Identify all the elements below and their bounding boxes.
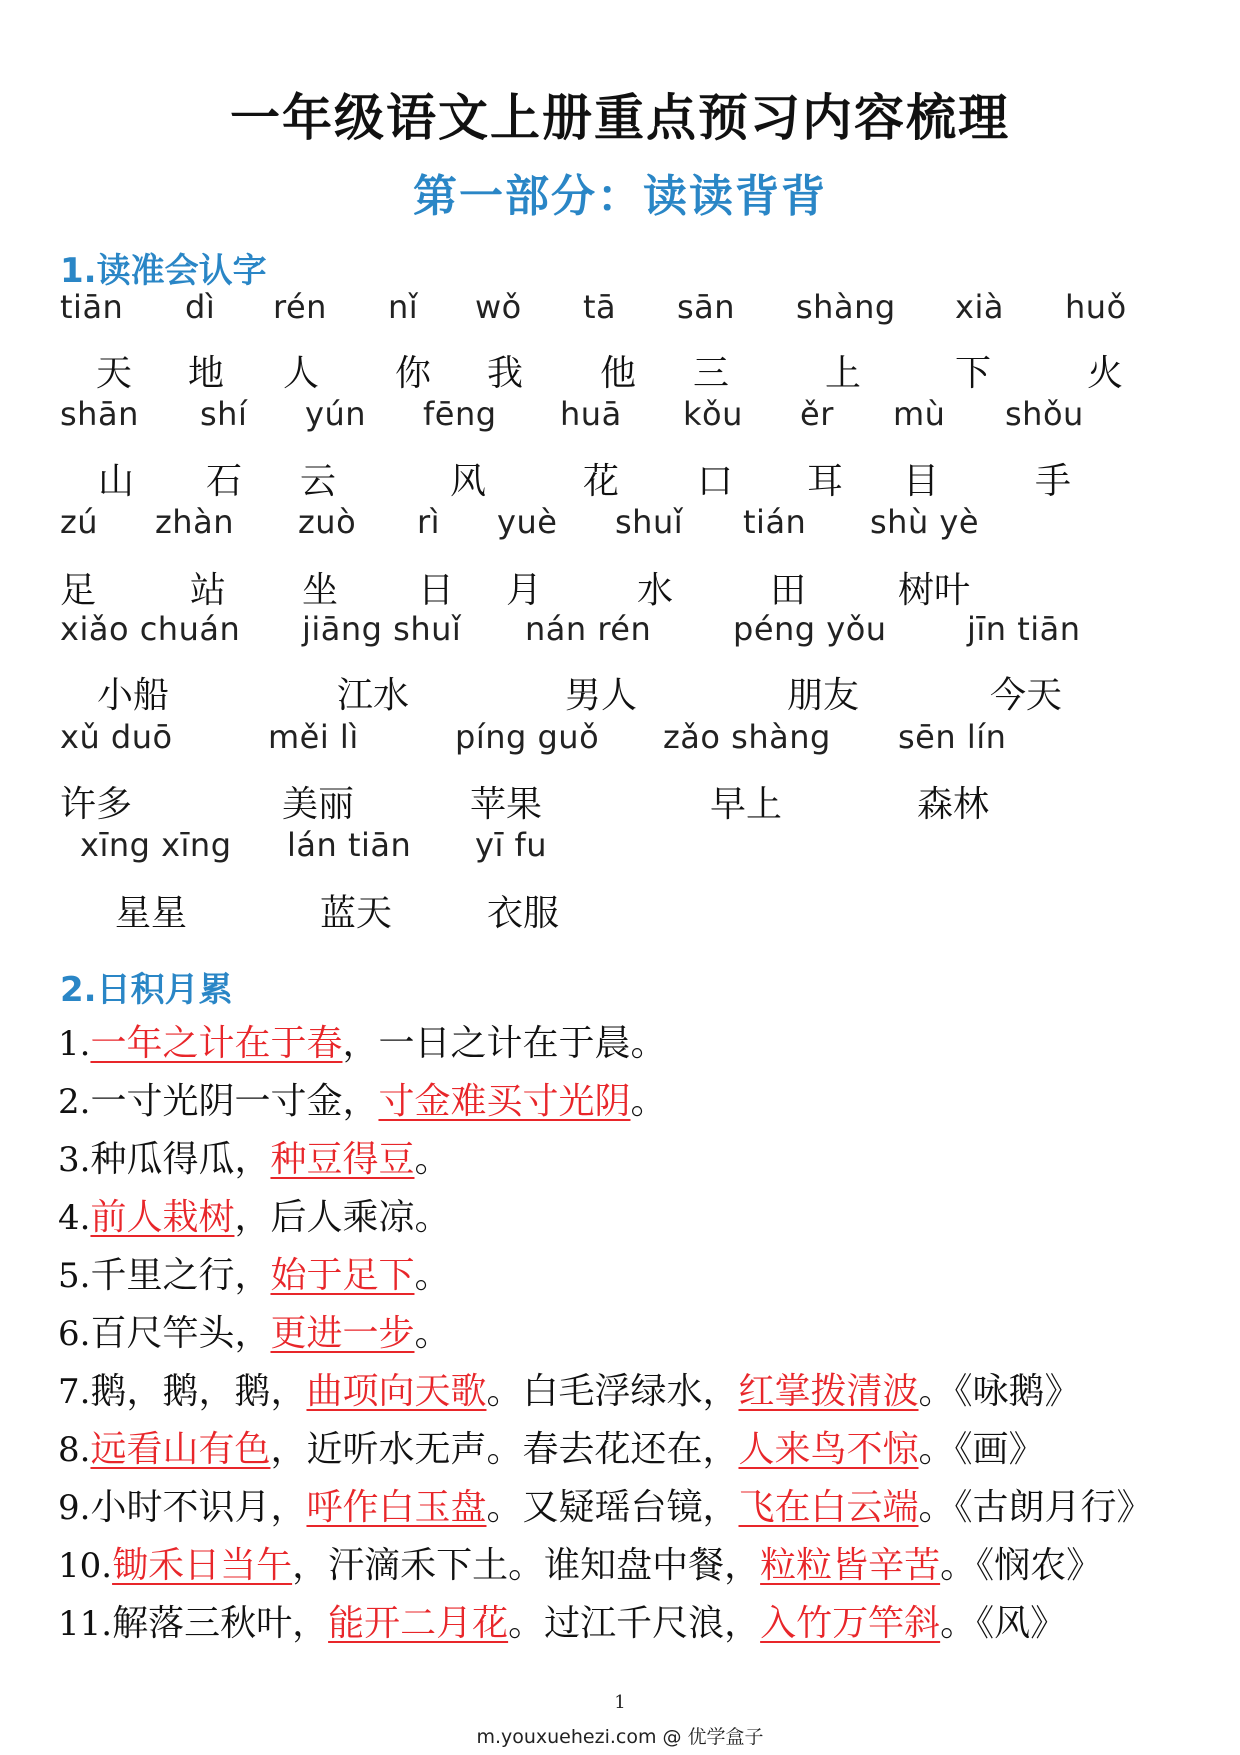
character-label: 花 — [583, 461, 620, 502]
pinyin-label: tā — [583, 288, 617, 326]
character-label: 森林 — [917, 784, 990, 825]
character-label: 小船 — [97, 675, 170, 716]
pinyin-label: zhàn — [155, 503, 234, 541]
answer-highlight: 种豆得豆 — [270, 1139, 415, 1180]
poem-number: 7. — [58, 1372, 91, 1412]
character-label: 口 — [697, 461, 734, 502]
poem-line — [58, 1073, 1218, 1131]
pinyin-label: ěr — [800, 395, 834, 433]
poem-line — [58, 1131, 1218, 1189]
character-label: 火 — [1087, 353, 1124, 394]
character-label: 蓝天 — [320, 893, 393, 934]
poem-text: ，后人乘凉。 — [234, 1197, 451, 1238]
poem-number: 8. — [58, 1430, 91, 1470]
character-label: 三 — [693, 353, 730, 394]
pinyin-label: shàng — [796, 288, 896, 326]
answer-highlight: 前人栽树 — [90, 1197, 235, 1238]
character-label: 今天 — [990, 675, 1063, 716]
character-label: 水 — [637, 570, 674, 611]
character-label: 朋友 — [787, 675, 860, 716]
pinyin-label: wǒ — [475, 288, 522, 326]
answer-highlight: 红掌拨清波 — [738, 1371, 919, 1412]
pinyin-label: píng guǒ — [455, 718, 600, 756]
poem-text: 鹅，鹅，鹅， — [90, 1371, 307, 1412]
character-label: 耳 — [807, 461, 844, 502]
character-label: 衣服 — [487, 893, 560, 934]
character-label: 星星 — [115, 893, 188, 934]
pinyin-label: sēn lín — [898, 718, 1007, 756]
character-label: 人 — [283, 353, 320, 394]
answer-highlight: 粒粒皆辛苦 — [760, 1545, 941, 1586]
character-label: 树叶 — [898, 570, 971, 611]
answer-highlight: 能开二月花 — [328, 1603, 509, 1644]
poem-text: 种瓜得瓜， — [90, 1139, 271, 1180]
character-label: 早上 — [710, 784, 783, 825]
character-label: 山 — [98, 461, 135, 502]
answer-highlight: 飞在白云端 — [738, 1487, 919, 1528]
poem-line — [58, 1189, 1218, 1247]
pinyin-label: yuè — [497, 503, 558, 541]
poem-text: 。《古朗月行》 — [918, 1487, 1153, 1528]
character-label: 男人 — [565, 675, 638, 716]
footer-source: m.youxuehezi.com @ 优学盒子 — [476, 1726, 764, 1748]
poem-text: 千里之行， — [90, 1255, 271, 1296]
poem-text: 。白毛浮绿水， — [486, 1371, 739, 1412]
section-heading-daily-accumulation: 2.日积月累 — [60, 970, 233, 1010]
poem-text: 。《悯农》 — [940, 1545, 1103, 1586]
section-heading-recognize-characters: 1.读准会认字 — [60, 251, 267, 291]
poem-text: 。过江千尺浪， — [508, 1603, 761, 1644]
pinyin-label: péng yǒu — [733, 610, 887, 648]
pinyin-label: tiān — [60, 288, 124, 326]
character-label: 风 — [450, 461, 487, 502]
character-label: 石 — [206, 461, 243, 502]
poem-number: 3. — [58, 1140, 91, 1180]
poem-text: 小时不识月， — [90, 1487, 307, 1528]
character-label: 站 — [190, 570, 227, 611]
character-label: 田 — [770, 570, 807, 611]
pinyin-label: nán rén — [525, 610, 652, 648]
pinyin-label: huā — [560, 395, 622, 433]
answer-highlight: 曲项向天歌 — [306, 1371, 487, 1412]
poem-text: 。 — [414, 1255, 451, 1296]
pinyin-label: sān — [677, 288, 736, 326]
pinyin-label: yī fu — [475, 826, 548, 864]
answer-highlight: 远看山有色 — [90, 1429, 271, 1470]
character-label: 手 — [1035, 461, 1072, 502]
poem-number: 5. — [58, 1256, 91, 1296]
pinyin-label: rén — [273, 288, 327, 326]
character-label: 他 — [600, 353, 637, 394]
pinyin-label: xiǎo chuán — [60, 610, 241, 648]
pinyin-label: shuǐ — [615, 503, 684, 541]
pinyin-label: rì — [417, 503, 441, 541]
pinyin-label: zuò — [298, 503, 357, 541]
poem-text: 。 — [414, 1313, 451, 1354]
pinyin-label: yún — [305, 395, 366, 433]
answer-highlight: 寸金难买寸光阴 — [378, 1081, 631, 1122]
poem-line — [58, 1247, 1218, 1305]
poem-line — [58, 1479, 1218, 1537]
poem-text: 。又疑瑶台镜， — [486, 1487, 739, 1528]
poem-text: 百尺竿头， — [90, 1313, 271, 1354]
poem-text: 。《风》 — [940, 1603, 1067, 1644]
poem-text: 一寸光阴一寸金， — [90, 1081, 379, 1122]
character-label: 坐 — [302, 570, 339, 611]
page-number: 1 — [614, 1692, 626, 1713]
character-label: 你 — [395, 353, 432, 394]
pinyin-label: xǔ duō — [60, 718, 173, 756]
character-label: 天 — [96, 353, 133, 394]
character-label: 日 — [418, 570, 455, 611]
pinyin-label: xià — [955, 288, 1004, 326]
poem-line — [58, 1595, 1218, 1653]
answer-highlight: 一年之计在于春 — [90, 1023, 343, 1064]
pinyin-label: lán tiān — [287, 826, 412, 864]
character-label: 地 — [188, 353, 225, 394]
poem-list — [58, 1015, 1218, 1653]
pinyin-label: xīng xīng — [80, 826, 232, 864]
poem-number: 11. — [58, 1604, 113, 1644]
character-label: 上 — [825, 353, 862, 394]
answer-highlight: 人来鸟不惊 — [738, 1429, 919, 1470]
pinyin-label: huǒ — [1065, 288, 1127, 326]
answer-highlight: 呼作白玉盘 — [306, 1487, 487, 1528]
poem-number: 6. — [58, 1314, 91, 1354]
character-label: 我 — [487, 353, 524, 394]
poem-number: 1. — [58, 1024, 91, 1064]
answer-highlight: 入竹万竿斜 — [760, 1603, 941, 1644]
character-label: 美丽 — [282, 784, 355, 825]
poem-line — [58, 1421, 1218, 1479]
character-label: 江水 — [337, 675, 410, 716]
poem-text: 解落三秋叶， — [112, 1603, 329, 1644]
pinyin-label: jīn tiān — [967, 610, 1081, 648]
poem-text: 。《咏鹅》 — [918, 1371, 1081, 1412]
pinyin-label: shù yè — [870, 503, 980, 541]
pinyin-label: shí — [200, 395, 248, 433]
poem-text: ，近听水无声。春去花还在， — [270, 1429, 739, 1470]
pinyin-label: zǎo shàng — [663, 718, 831, 756]
pinyin-label: tián — [743, 503, 807, 541]
poem-number: 2. — [58, 1082, 91, 1122]
pinyin-label: zú — [60, 503, 99, 541]
pinyin-label: fēng — [423, 395, 497, 433]
pinyin-label: jiāng shuǐ — [302, 610, 462, 648]
page-subtitle: 第一部分：读读背背 — [413, 171, 827, 222]
character-label: 许多 — [60, 784, 133, 825]
poem-text: ，汗滴禾下土。谁知盘中餐， — [292, 1545, 761, 1586]
pinyin-label: shān — [60, 395, 139, 433]
page-title: 一年级语文上册重点预习内容梳理 — [230, 89, 1010, 147]
answer-highlight: 更进一步 — [270, 1313, 415, 1354]
answer-highlight: 始于足下 — [270, 1255, 415, 1296]
pinyin-label: kǒu — [683, 395, 743, 433]
pinyin-label: nǐ — [388, 288, 419, 326]
poem-text: 。 — [630, 1081, 667, 1122]
poem-line — [58, 1305, 1218, 1363]
character-label: 苹果 — [470, 784, 543, 825]
character-label: 目 — [903, 461, 940, 502]
poem-text: ，一日之计在于晨。 — [342, 1023, 667, 1064]
poem-text: 。《画》 — [918, 1429, 1045, 1470]
character-label: 云 — [300, 461, 337, 502]
poem-line — [58, 1537, 1218, 1595]
poem-text: 。 — [414, 1139, 451, 1180]
answer-highlight: 锄禾日当午 — [112, 1545, 293, 1586]
pinyin-label: měi lì — [268, 718, 359, 756]
pinyin-label: dì — [185, 288, 216, 326]
character-label: 下 — [955, 353, 992, 394]
character-label: 月 — [506, 570, 543, 611]
poem-line — [58, 1363, 1218, 1421]
poem-line — [58, 1015, 1218, 1073]
poem-number: 10. — [58, 1546, 113, 1586]
character-label: 足 — [60, 570, 97, 611]
pinyin-label: mù — [893, 395, 946, 433]
poem-number: 9. — [58, 1488, 91, 1528]
pinyin-label: shǒu — [1005, 395, 1084, 433]
poem-number: 4. — [58, 1198, 91, 1238]
